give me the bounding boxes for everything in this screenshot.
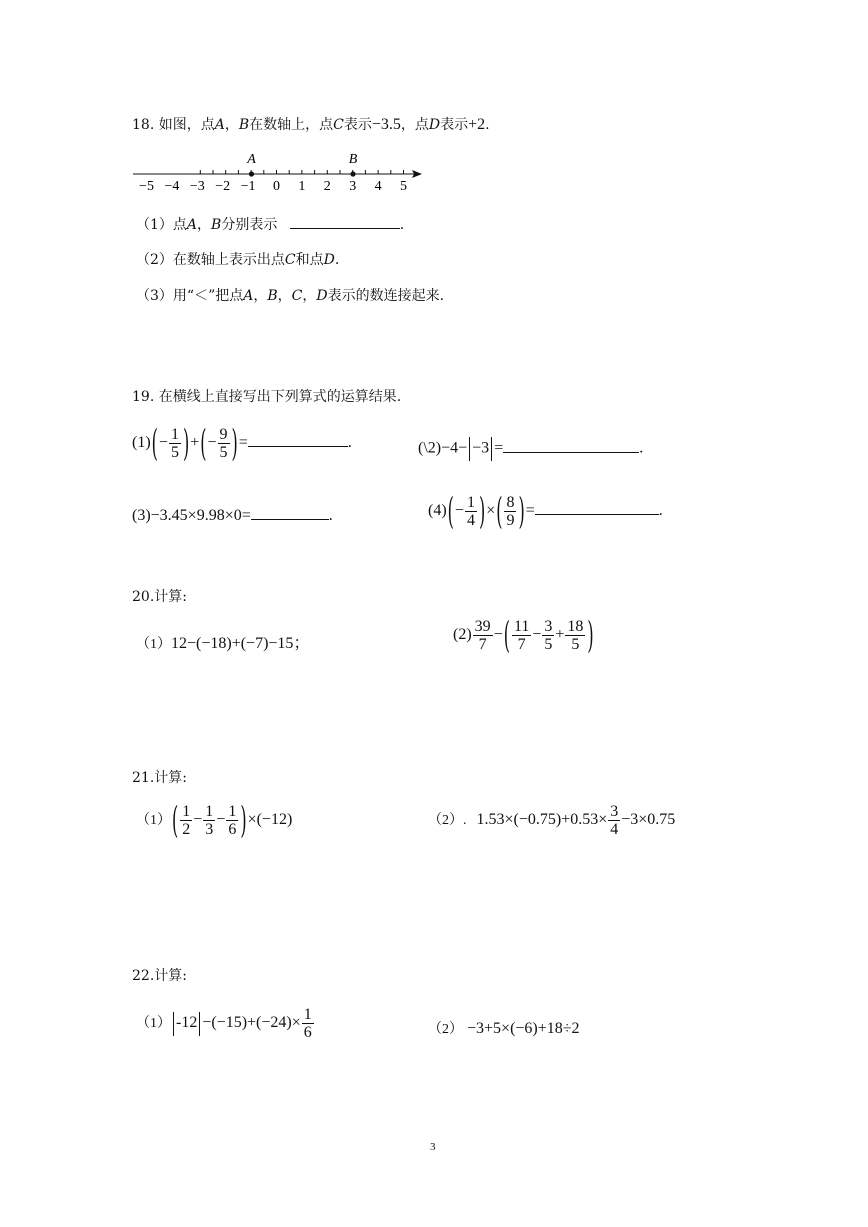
q19-answer1-blank[interactable] (248, 445, 348, 447)
fraction: $\frac{1}{3}$ (205, 803, 214, 838)
q19-part4: (4)(− $\frac{1}{4}$ )×( $\frac{8}{9}$ )= . (428, 488, 663, 533)
q20-part1: （1）12−(−18)+(−7)−15； (136, 635, 310, 652)
q19-part3: (3)−3.45×9.98×0= . (132, 507, 333, 524)
q18-part1: （1）点A，B分别表示 . (136, 217, 405, 233)
q20-part2: (2) $\frac{39}{7}$ −( $\frac{11}{7}$ − $\frac{3}{5}$ + $\frac{18}{5}$ ) (453, 612, 594, 657)
q22-part2: （2） −3+5×(−6)+18÷2 (428, 1020, 580, 1037)
q22-part1: （1） -12 −(−15)+(−24)× $\frac{1}{6}$ (136, 1006, 312, 1041)
q19-answer2-blank[interactable] (503, 451, 639, 453)
page-number: 3 (430, 1141, 436, 1153)
q21-part1: （1）( $\frac{1}{2}$ − $\frac{1}{3}$ − $\frac{1}{6}$ )×(−12) (136, 797, 293, 842)
q20-title: 20.计算: (132, 589, 187, 605)
fraction: $\frac{18}{5}$ (567, 618, 584, 653)
fraction: $\frac{39}{7}$ (474, 618, 491, 653)
fraction: $\frac{3}{5}$ (544, 618, 553, 653)
number-line-tick-label: −4 (164, 179, 180, 194)
number-line (125, 148, 430, 198)
q21-title: 21.计算: (132, 770, 187, 786)
fraction: $\frac{1}{6}$ (303, 1006, 312, 1041)
number-line-tick-label: −2 (215, 179, 231, 194)
fraction: $\frac{1}{5}$ (170, 426, 179, 461)
number-line-tick-label: −1 (240, 179, 256, 194)
q19-part1: (1)(− $\frac{1}{5}$ )+(− $\frac{9}{5}$ )= . (132, 420, 352, 465)
q18-part3: （3）用“＜”把点A，B，C，D表示的数连接起来. (136, 288, 445, 304)
fraction: $\frac{11}{7}$ (513, 618, 530, 653)
fraction: $\frac{3}{4}$ (610, 803, 619, 838)
number-line-tick-label: 4 (374, 179, 382, 194)
fraction: $\frac{8}{9}$ (506, 494, 515, 529)
point-b-label: B (348, 152, 358, 167)
fraction: $\frac{1}{6}$ (228, 803, 237, 838)
fraction: $\frac{1}{4}$ (466, 494, 475, 529)
q18-answer-blank[interactable] (290, 227, 400, 229)
number-line-tick-label: −3 (189, 179, 205, 194)
q21-part2: （2）. 1.53×(−0.75)+0.53× $\frac{3}{4}$ −3×0.75 (428, 803, 676, 838)
number-line-tick-label: 2 (323, 179, 331, 194)
q19-answer3-blank[interactable] (251, 518, 329, 520)
q22-title: 22.计算: (132, 968, 187, 984)
q19-title: 19. 在横线上直接写出下列算式的运算结果. (132, 389, 402, 405)
q18-part2: （2）在数轴上表示出点C和点D. (136, 252, 340, 268)
point-a-label: A (247, 152, 256, 167)
fraction: $\frac{9}{5}$ (219, 426, 228, 461)
number-line-tick-label: 5 (400, 179, 407, 194)
fraction: $\frac{1}{2}$ (182, 803, 191, 838)
number-line-tick-label: −5 (139, 179, 154, 194)
number-line-tick-label: 3 (349, 179, 357, 194)
q19-part2: (\2)−4− −3 = . (418, 437, 643, 461)
point-a-dot (249, 171, 254, 176)
number-line-tick-label: 0 (273, 179, 280, 194)
q19-answer4-blank[interactable] (535, 513, 659, 515)
q18-intro: 18. 如图，点A，B在数轴上，点C表示−3.5，点D表示+2. (132, 116, 490, 133)
point-b-dot (350, 171, 355, 176)
number-line-tick-label: 1 (298, 179, 306, 194)
